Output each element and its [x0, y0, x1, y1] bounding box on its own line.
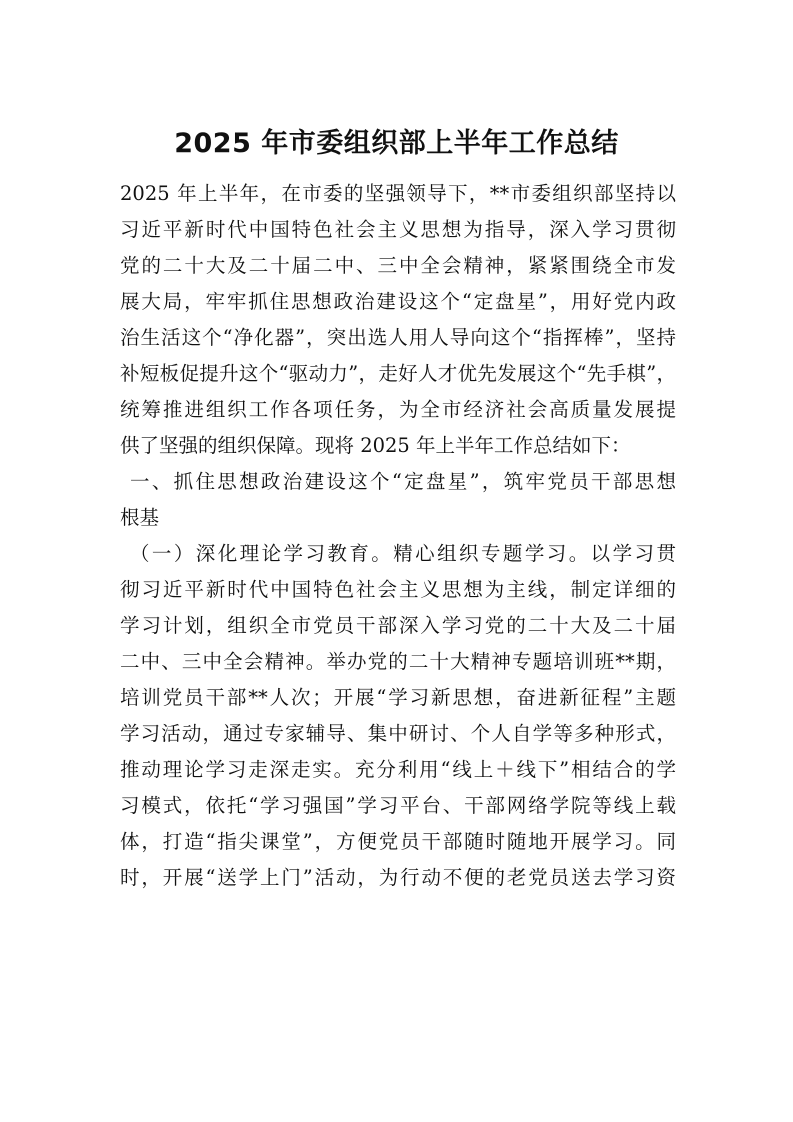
paragraph-line: 学习计划，组织全市党员干部深入学习党的二十大及二十届: [120, 614, 676, 637]
paragraph-line: 体，打造“指尖课堂”，方便党员干部随时随地开展学习。同: [120, 830, 676, 853]
paragraph-line: 供了坚强的组织保障。现将 2025 年上半年工作总结如下：: [120, 434, 631, 457]
section-heading-line: 根基: [120, 506, 160, 529]
paragraph-line: 展大局，牢牢抓住思想政治建设这个“定盘星”，用好党内政: [120, 290, 676, 313]
paragraph-line: （一）深化理论学习教育。精心组织专题学习。以学习贯: [130, 542, 676, 565]
paragraph-line: 补短板促提升这个“驱动力”，走好人才优先发展这个“先手棋”，: [120, 362, 676, 385]
paragraph-line: 学习活动，通过专家辅导、集中研讨、个人自学等多种形式，: [120, 722, 676, 745]
paragraph-line: 党的二十大及二十届二中、三中全会精神，紧紧围绕全市发: [120, 254, 676, 277]
paragraph-line: 培训党员干部**人次；开展“学习新思想，奋进新征程”主题: [120, 686, 676, 709]
paragraph-line: 2025 年上半年，在市委的坚强领导下，**市委组织部坚持以: [120, 182, 676, 205]
paragraph-line: 统筹推进组织工作各项任务，为全市经济社会高质量发展提: [120, 398, 676, 421]
paragraph-line: 治生活这个“净化器”，突出选人用人导向这个“指挥棒”，坚持: [120, 326, 676, 349]
section-heading-line: 一、抓住思想政治建设这个“定盘星”，筑牢党员干部思想: [130, 470, 676, 493]
paragraph-line: 二中、三中全会精神。举办党的二十大精神专题培训班**期，: [120, 650, 676, 673]
paragraph-line: 习模式，依托“学习强国”学习平台、干部网络学院等线上载: [120, 794, 676, 817]
paragraph-line: 习近平新时代中国特色社会主义思想为指导，深入学习贯彻: [120, 218, 676, 241]
paragraph-line: 时，开展“送学上门”活动，为行动不便的老党员送去学习资: [120, 866, 676, 889]
paragraph-line: 彻习近平新时代中国特色社会主义思想为主线，制定详细的: [120, 578, 676, 601]
document-title: 2025 年市委组织部上半年工作总结: [174, 128, 619, 159]
paragraph-line: 推动理论学习走深走实。充分利用“线上＋线下”相结合的学: [120, 758, 676, 781]
document-body: [120, 176, 676, 896]
